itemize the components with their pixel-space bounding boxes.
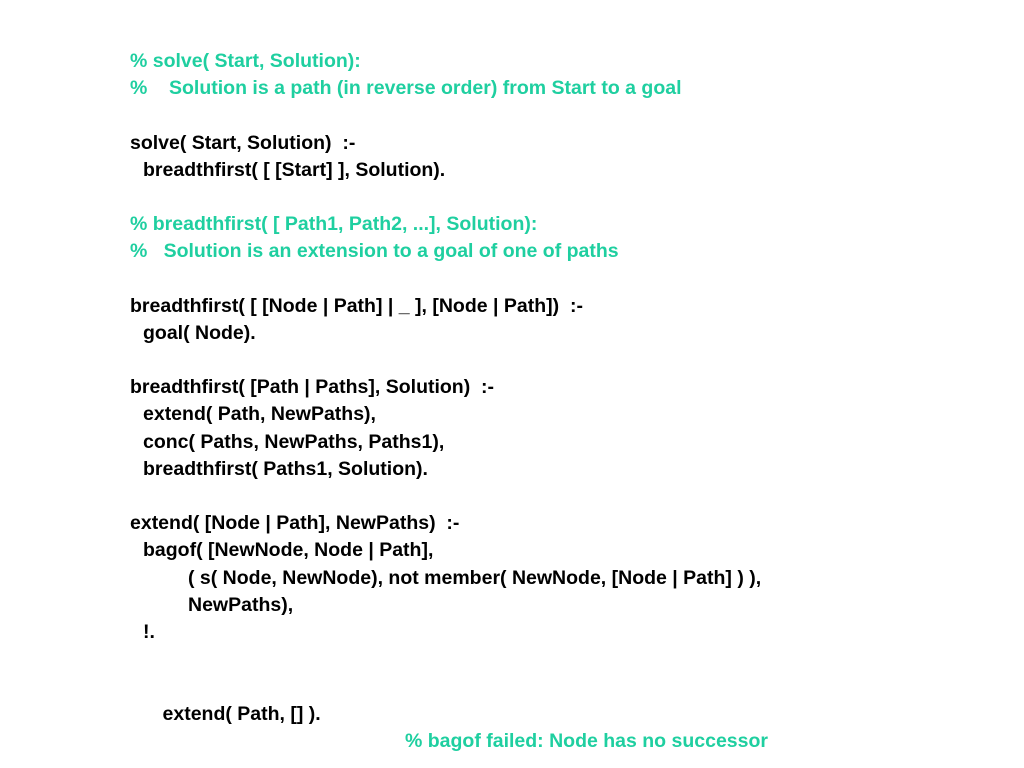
code-bagof-goal: ( s( Node, NewNode), not member( NewNode, [Node | Path] ) ), [188, 566, 762, 589]
code-breadthfirst-recursive-call: breadthfirst( Paths1, Solution). [143, 457, 428, 480]
code-extend-base-case: extend( Path, [] ). [162, 702, 321, 725]
blank-line [130, 347, 761, 374]
code-breadthfirst-goal-body: goal( Node). [143, 321, 256, 344]
comment-solve-description: % Solution is a path (in reverse order) from Start to a goal [130, 77, 682, 100]
code-conc-call: conc( Paths, NewPaths, Paths1), [143, 430, 445, 453]
code-solve-head: solve( Start, Solution) :- [130, 131, 356, 154]
code-extend-head: extend( [Node | Path], NewPaths) :- [130, 512, 460, 535]
blank-line [130, 266, 761, 293]
code-solve-body: breadthfirst( [ [Start] ], Solution). [143, 158, 446, 181]
code-extend-call: extend( Path, NewPaths), [143, 403, 376, 426]
code-bagof-result: NewPaths), [188, 593, 294, 616]
code-breadthfirst-goal-head: breadthfirst( [ [Node | Path] | _ ], [Node | Path]) :- [130, 294, 583, 317]
blank-line [130, 184, 761, 211]
code-breadthfirst-recursive-head: breadthfirst( [Path | Paths], Solution) :- [130, 376, 495, 399]
code-bagof-call: bagof( [NewNode, Node | Path], [143, 539, 434, 562]
comment-breadthfirst-description: % Solution is an extension to a goal of one of paths [130, 240, 619, 263]
code-cut: !. [143, 620, 155, 643]
blank-line [130, 102, 761, 129]
comment-bagof-failed: % bagof failed: Node has no successor [405, 729, 768, 752]
comment-breadthfirst-signature: % breadthfirst( [ Path1, Path2, ...], Solution): [130, 213, 538, 236]
comment-solve-signature: % solve( Start, Solution): [130, 50, 361, 72]
code-extend-base-line [130, 673, 768, 752]
prolog-code-block [130, 48, 768, 752]
blank-line [130, 646, 761, 673]
blank-line [130, 483, 761, 510]
